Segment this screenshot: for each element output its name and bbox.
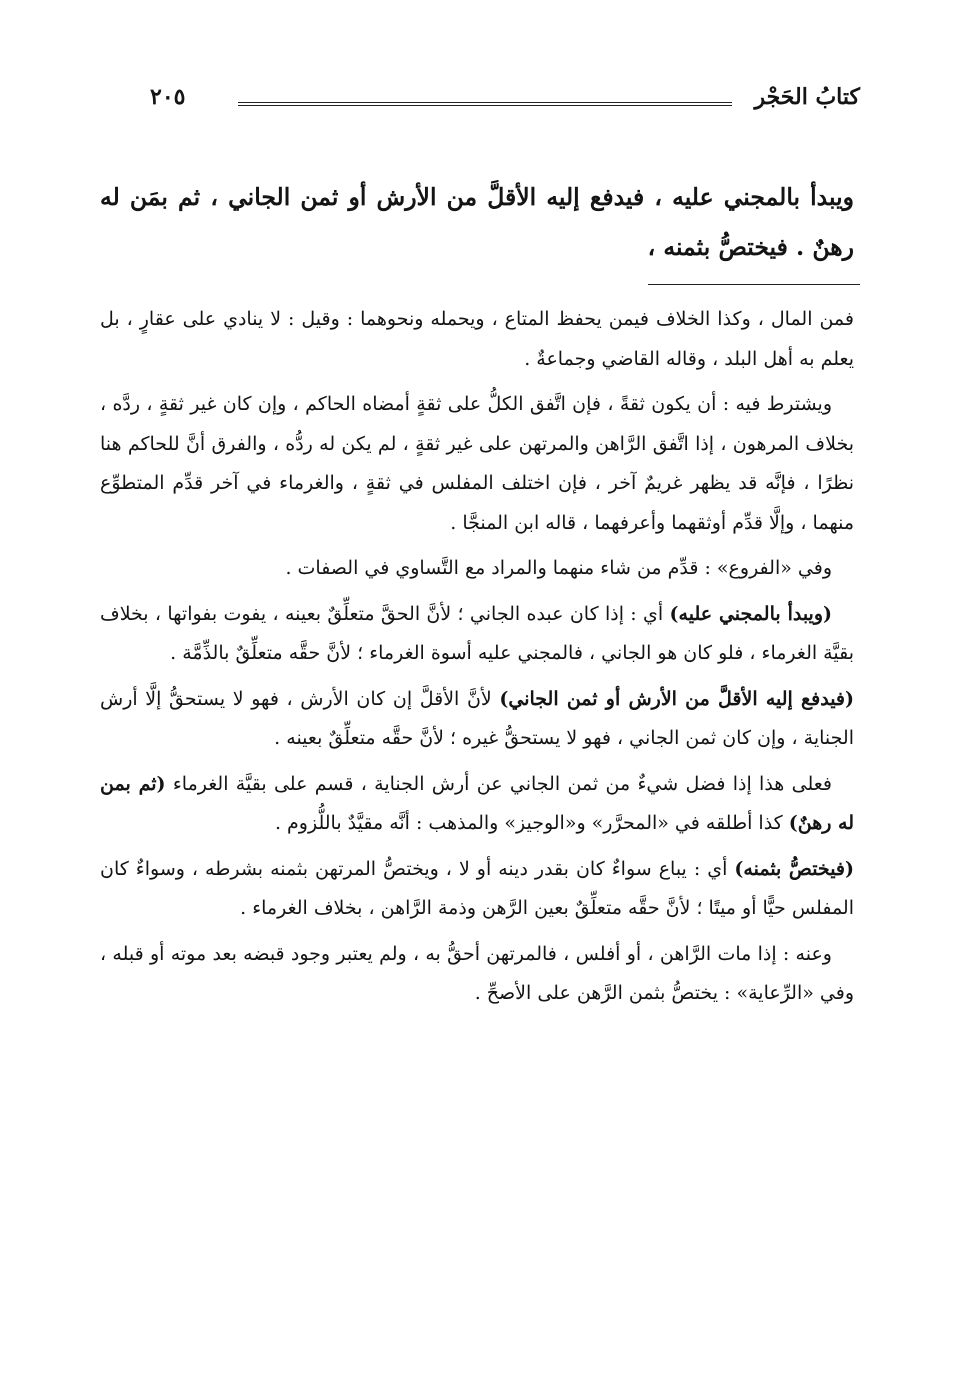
quoted-matn-3: (ثم بمن له رهنٌ) — [100, 772, 854, 834]
running-title: كتابُ الحَجْر — [754, 84, 860, 110]
commentary-paragraph-6 — [100, 765, 854, 844]
commentary-paragraph-3: وفي «الفروع» : قدِّم من شاء منهما والمراد مع التَّساوي في الصفات . — [285, 557, 832, 579]
commentary-paragraph-4 — [100, 595, 854, 674]
commentary-text-5: لأنَّ الأقلَّ إن كان الأرش ، فهو لا يستحقُّ إلَّا أرش الجناية ، وإن كان ثمن الجاني ، فهو لا يستحقُّ غيره ؛ لأنَّ حقَّه متعلِّقٌ بعينه . — [100, 687, 854, 749]
commentary-text-6a: فعلى هذا إذا فضل شيءٌ من ثمن الجاني عن أرش الجناية ، قسم على بقيَّة الغرماء — [165, 772, 833, 795]
commentary-paragraph-7 — [100, 850, 854, 929]
header-rule — [238, 102, 732, 106]
commentary-text-7: أي : يباع سواءٌ كان بقدر دينه أو لا ، ويختصُّ المرتهن بثمنه بشرطه ، وسواءٌ كان المفلس حيًّا أو ميتًا ؛ لأنَّ حقَّه متعلِّقٌ بعين الرَّهن وذمة الرَّاهن ، بخلاف الغرماء . — [100, 857, 854, 919]
page-header — [150, 84, 860, 124]
commentary-paragraph-1: فمن المال ، وكذا الخلاف فيمن يحفظ المتاع ، ويحمله ونحوهما : وقيل : لا ينادي على عقارٍ ، بل يعلم به أهل البلد ، وقاله القاضي وجماعةٌ . — [100, 308, 854, 370]
page-number: ٢٠٥ — [150, 84, 186, 110]
matn-text: ويبدأ بالمجني عليه ، فيدفع إليه الأقلَّ من الأرش أو ثمن الجاني ، ثم بمَن له رهنٌ . فيختصُّ بثمنه ، — [100, 183, 854, 261]
quoted-matn-2: (فيدفع إليه الأقلَّ من الأرش أو ثمن الجاني) — [499, 687, 854, 710]
commentary-paragraph-8: وعنه : إذا مات الرَّاهن ، أو أفلس ، فالمرتهن أحقُّ به ، ولم يعتبر وجود قبضه بعد موته أو قبله ، وفي «الرِّعاية» : يختصُّ بثمن الرَّهن على الأصحِّ . — [100, 942, 854, 1004]
commentary-text-4: أي : إذا كان عبده الجاني ؛ لأنَّ الحقَّ متعلِّقٌ بعينه ، يفوت بفواتها ، بخلاف بقيَّة الغرماء ، فلو كان هو الجاني ، فالمجني عليه أسوة الغرماء ؛ لأنَّ حقَّه متعلِّقٌ بالذِّمَّة . — [100, 602, 854, 664]
commentary — [100, 300, 854, 1020]
commentary-text-6b: كذا أطلقه في «المحرَّر» و«الوجيز» والمذهب : أنَّه مقيَّدٌ باللُّزوم . — [274, 812, 789, 834]
quoted-matn-4: (فيختصُّ بثمنه) — [734, 857, 854, 880]
commentary-paragraph-2: ويشترط فيه : أن يكون ثقةً ، فإن اتَّفق الكلُّ على ثقةٍ أمضاه الحاكم ، وإن كان غير ثقةٍ ، ردَّه ، بخلاف المرهون ، إذا اتَّفق الرَّاهن والمرتهن على غير ثقةٍ ، لم يكن له ردُّه ، والفرق أنَّ للحاكم هنا نظرًا ، فإنَّه قد يظهر غريمٌ آخر ، فإن اختلف المفلس في ثقةٍ ، والغرماء في آخر قدِّم المتطوِّع منهما ، وإلَّا قدِّم أوثقهما وأعرفهما ، قاله ابن المنجَّا . — [100, 393, 855, 534]
commentary-paragraph-5 — [100, 680, 854, 759]
footnote-separator — [648, 284, 860, 285]
quoted-matn-1: (ويبدأ بالمجني عليه) — [669, 602, 833, 625]
